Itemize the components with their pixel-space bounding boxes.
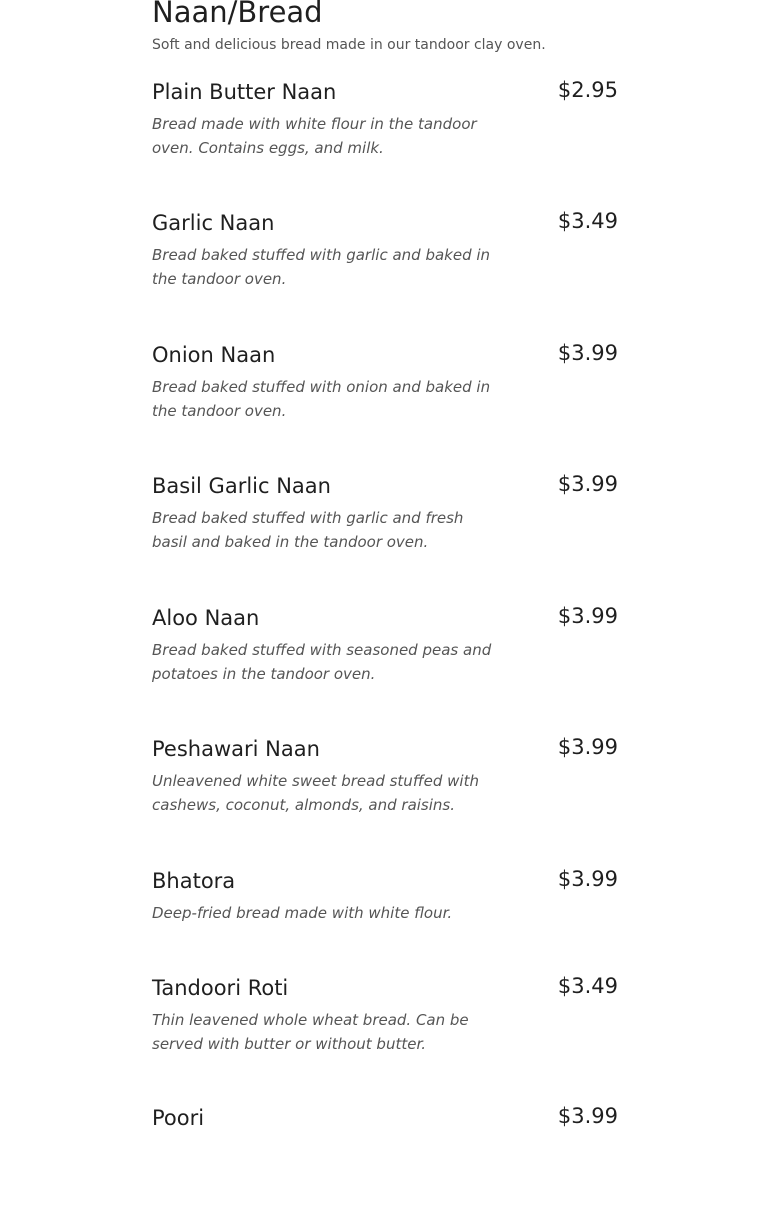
- menu-item-description: Bread baked stuffed with seasoned peas and potatoes in the tandoor oven.: [152, 641, 492, 683]
- menu-item-description: Bread baked stuffed with onion and baked in the tandoor oven.: [152, 378, 491, 420]
- menu-item-description: Deep-fried bread made with white flour.: [152, 904, 453, 922]
- menu-item-price: $3.99: [557, 341, 618, 365]
- menu-item-price: $3.99: [557, 735, 618, 759]
- menu-item-description: Bread made with white flour in the tandoor oven. Contains eggs, and milk.: [152, 115, 477, 157]
- menu-item-price: $3.49: [557, 209, 618, 233]
- menu-item-name: Basil Garlic Naan: [152, 474, 331, 498]
- section-title: Naan/Bread: [152, 0, 323, 29]
- menu-item-price: $3.99: [557, 472, 618, 496]
- menu-item-description: Bread baked stuffed with garlic and fresh basil and baked in the tandoor oven.: [152, 509, 464, 551]
- menu-item-description: Unleavened white sweet bread stuffed with cashews, coconut, almonds, and raisins.: [152, 772, 479, 814]
- menu-item-price: $3.99: [557, 604, 618, 628]
- menu-item-price: $3.99: [557, 1104, 618, 1128]
- menu-item-garlic-naan: [152, 209, 618, 319]
- menu-item-name: Onion Naan: [152, 343, 276, 367]
- menu-item-description: Bread baked stuffed with garlic and baked in the tandoor oven.: [152, 246, 491, 288]
- menu-item-name: Garlic Naan: [152, 211, 275, 235]
- menu-item-name: Plain Butter Naan: [152, 80, 337, 104]
- menu-item-price: $3.49: [557, 974, 618, 998]
- menu-item-description: Thin leavened whole wheat bread. Can be served with butter or without butter.: [152, 1011, 469, 1053]
- menu-item-price: $2.95: [557, 78, 618, 102]
- menu-item-poori: [152, 1104, 618, 1214]
- menu-item-plain-butter-naan: [152, 78, 618, 188]
- menu-item-name: Bhatora: [152, 869, 236, 893]
- menu-item-tandoori-roti: [152, 974, 618, 1084]
- menu-item-basil-garlic-naan: [152, 472, 618, 582]
- menu-item-price: $3.99: [557, 867, 618, 891]
- menu-item-name: Poori: [152, 1106, 205, 1130]
- menu-item-name: Tandoori Roti: [152, 976, 289, 1000]
- menu-item-name: Peshawari Naan: [152, 737, 320, 761]
- section-subtitle: Soft and delicious bread made in our tandoor clay oven.: [152, 37, 546, 53]
- menu-item-peshawari-naan: [152, 735, 618, 845]
- menu-item-bhatora: [152, 867, 618, 977]
- menu-item-name: Aloo Naan: [152, 606, 260, 630]
- menu-item-aloo-naan: [152, 604, 618, 714]
- menu-item-onion-naan: [152, 341, 618, 451]
